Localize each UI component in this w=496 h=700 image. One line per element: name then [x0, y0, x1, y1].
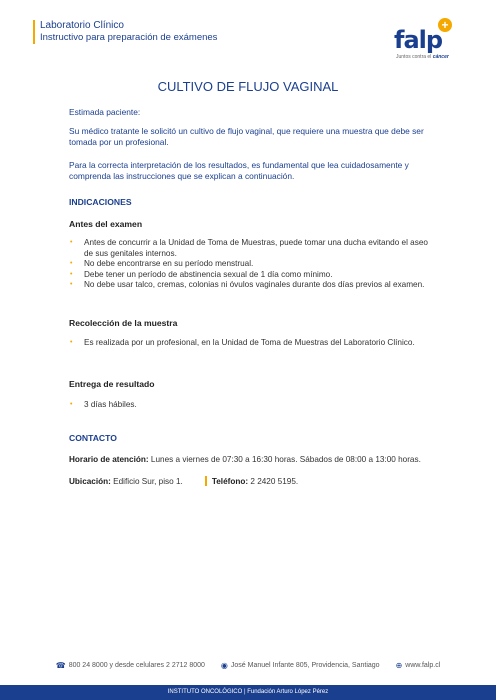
globe-icon: ⊕: [395, 661, 403, 670]
header-subtitle: Instructivo para preparación de exámenes: [40, 32, 218, 43]
footer-address: ◉ José Manuel Infante 805, Providencia, Santiago: [220, 661, 380, 670]
list-item: • Antes de concurrir a la Unidad de Toma de Muestras, puede tomar una ducha evitando el aseo de sus genitales internos.: [70, 238, 428, 258]
plus-icon: +: [438, 18, 452, 32]
horario-label: Horario de atención:: [69, 455, 149, 464]
antes-heading: Antes del examen: [69, 219, 143, 229]
footer-phone: ☎ 800 24 8000 y desde celulares 2 2712 8000: [55, 661, 205, 670]
ubicacion-value: Edificio Sur, piso 1.: [113, 477, 183, 486]
antes-list: [69, 238, 429, 291]
bullet-icon: •: [70, 260, 73, 267]
logo-tagline: Juntos contra el cáncer: [396, 54, 449, 60]
intro-paragraph-2: Para la correcta interpretación de los resultados, es fundamental que lea cuidadosamente y comprenda las instrucciones que se explican a continuación.: [69, 160, 409, 181]
document-title: CULTIVO DE FLUJO VAGINAL: [157, 79, 339, 94]
intro-paragraph-1: Su médico tratante le solicitó un cultivo de flujo vaginal, que requiere una muestra que debe ser tomada por un profesional.: [69, 126, 424, 147]
bullet-icon: •: [70, 239, 73, 246]
bullet-icon: •: [70, 401, 73, 408]
list-item: • Debe tener un período de abstinencia sexual de 1 día como mínimo.: [70, 269, 333, 279]
entrega-heading: Entrega de resultado: [69, 379, 155, 389]
ubicacion-label: Ubicación:: [69, 477, 111, 486]
divider: [205, 476, 207, 486]
footer-website[interactable]: ⊕ www.falp.cl: [395, 661, 441, 670]
list-item: • Es realizada por un profesional, en la Unidad de Toma de Muestras del Laboratorio Clínico.: [70, 338, 415, 347]
falp-logo: [390, 16, 470, 60]
location-pin-icon: ◉: [220, 661, 228, 670]
bullet-icon: •: [70, 339, 73, 346]
footer-bar: INSTITUTO ONCOLÓGICO | Fundación Arturo López Pérez: [0, 685, 496, 700]
bullet-icon: •: [70, 270, 73, 278]
list-item: • 3 días hábiles.: [70, 400, 137, 409]
telefono-label: Teléfono:: [211, 477, 249, 486]
recoleccion-heading: Recolección de la muestra: [69, 318, 178, 328]
header-title: Laboratorio Clínico: [40, 20, 124, 31]
horario-line: [69, 455, 421, 464]
entrega-list: [69, 400, 429, 411]
logo-wordmark: falp: [394, 26, 443, 54]
bullet-icon: •: [70, 281, 73, 288]
telefono-value: 2 2420 5195.: [250, 477, 299, 486]
contacto-heading: CONTACTO: [69, 433, 117, 443]
phone-icon: ☎: [55, 661, 66, 670]
recoleccion-list: [69, 338, 429, 349]
footer-contact: [0, 661, 496, 670]
indicaciones-heading: INDICACIONES: [69, 197, 132, 207]
horario-value: Lunes a viernes de 07:30 a 16:30 horas. Sábados de 08:00 a 13:00 horas.: [150, 455, 421, 464]
list-item: • No debe usar talco, cremas, colonias ni óvulos vaginales durante dos días previos al examen.: [70, 280, 425, 289]
ubicacion-line: [69, 476, 298, 486]
header-brand: [33, 20, 217, 44]
list-item: • No debe encontrarse en su período menstrual.: [70, 259, 254, 268]
greeting: Estimada paciente:: [69, 107, 141, 117]
